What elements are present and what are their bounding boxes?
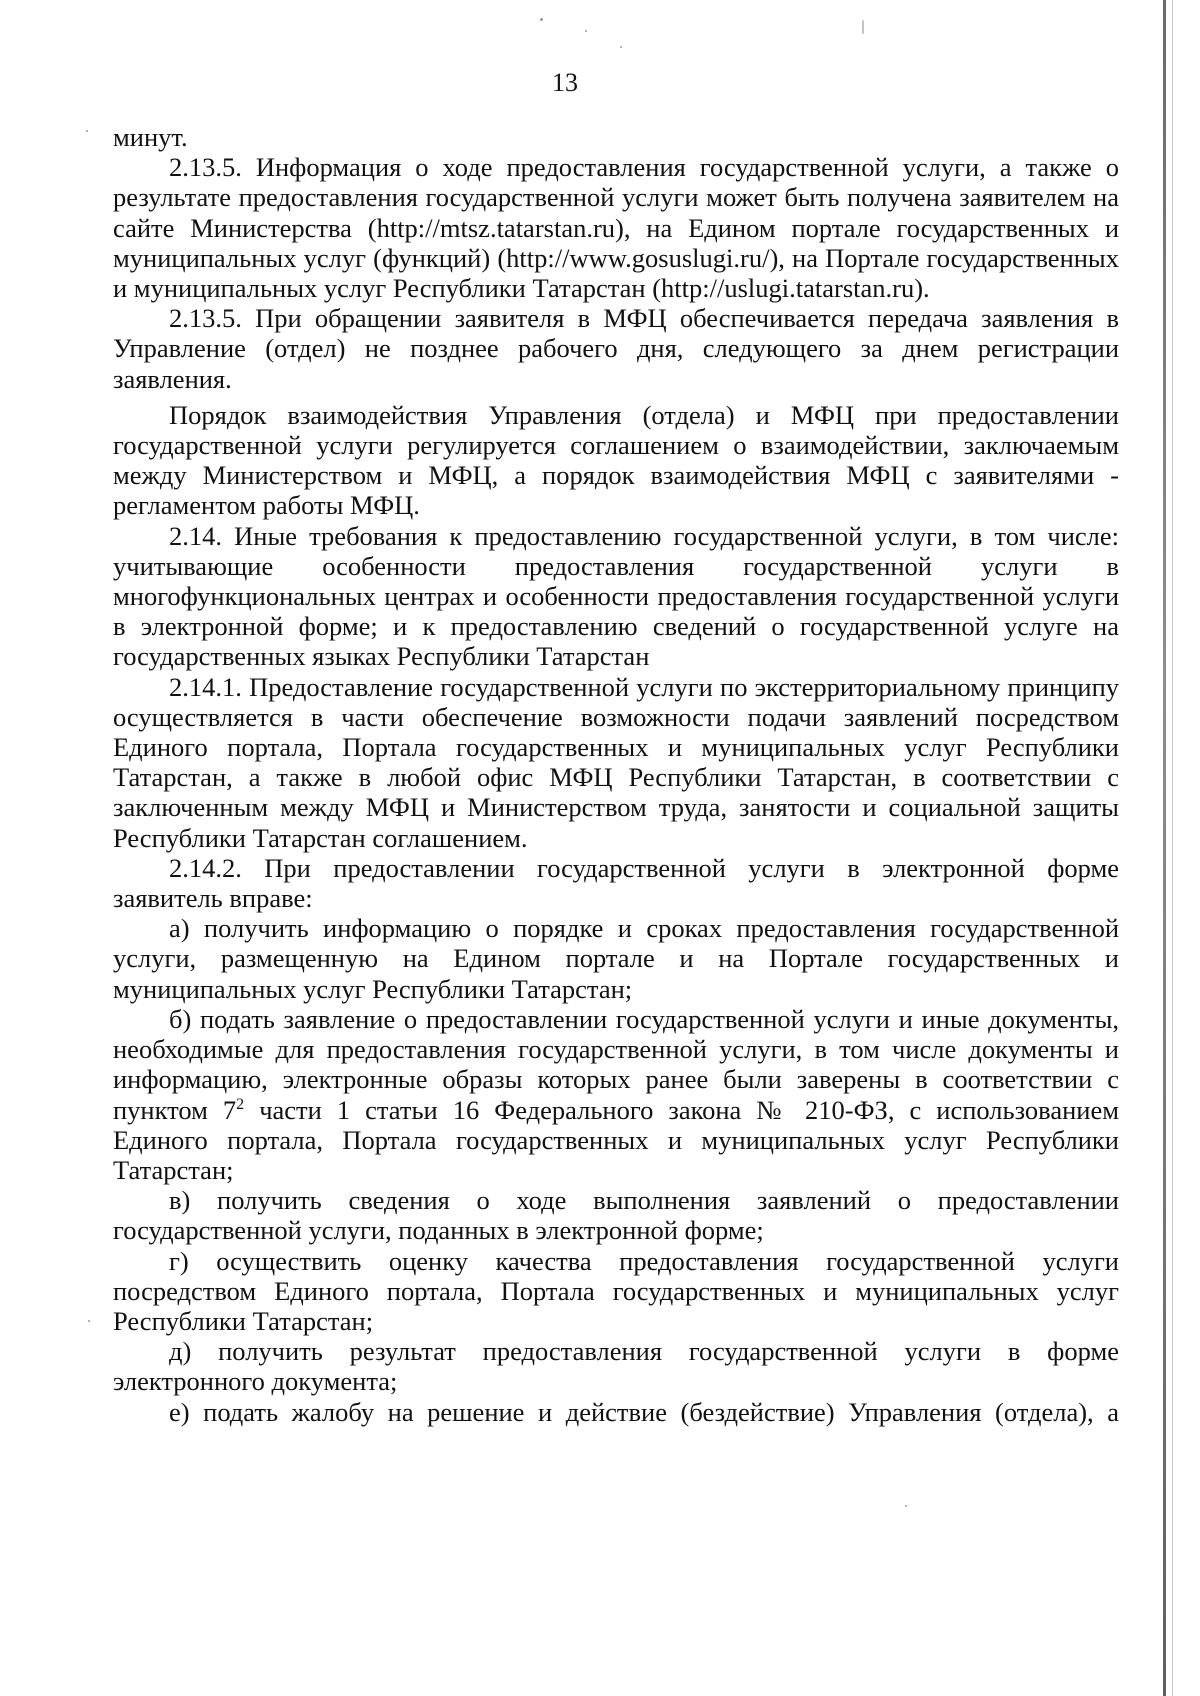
- list-item-d: д) получить результат предоставления государственной услуги в форме электронного документа;: [113, 1336, 1119, 1397]
- list-item-b-superscript: 2: [236, 1095, 245, 1113]
- list-item-b-text-end: части 1 статьи 16 Федерального закона № 210-ФЗ, с использованием Единого портала, Портала государственных и муниципальных услуг Республики Татарстан;: [113, 1094, 1119, 1185]
- list-item-b: [113, 1004, 1119, 1185]
- paragraph-2-14: 2.14. Иные требования к предоставлению государственной услуги, в том числе: учитывающие особенности предоставления государственной услуги в многофункциональных центрах и особенности предоставления государственной услуги в электронной форме; и к предоставлению сведений о государственной услуге на государственных языках Республики Татарстан: [113, 520, 1119, 672]
- paragraph-continuation: минут.: [113, 122, 188, 152]
- paragraph-interaction-order: Порядок взаимодействия Управления (отдела) и МФЦ при предоставлении государственной услуги регулируется соглашением о взаимодействии, заключаемым между Министерством и МФЦ, а порядок взаимодействия МФЦ с заявителями - регламентом работы МФЦ.: [113, 399, 1119, 521]
- list-item-e: е) подать жалобу на решение и действие (бездействие) Управления (отдела), а: [169, 1396, 1119, 1427]
- paragraph-2-13-5-info: 2.13.5. Информация о ходе предоставления государственной услуги, а также о результате предоставления государственной услуги может быть получена заявителем на сайте Министерства (http://mtsz.tatarstan.ru), на Едином портале государственных и муниципальных услуг (функций) (http://www.gosuslugi.ru/), на Портале государственных и муниципальных услуг Республики Татарстан (http://uslugi.tatarstan.ru).: [113, 152, 1119, 304]
- scan-speck: [540, 18, 543, 21]
- list-item-a: а) получить информацию о порядке и сроках предоставления государственной услуги, размещенную на Едином портале и на Портале государственных и муниципальных услуг Республики Татарстан;: [113, 913, 1119, 1004]
- scan-speck: [585, 30, 587, 32]
- scan-speck: [620, 46, 622, 48]
- paragraph-2-14-1: 2.14.1. Предоставление государственной услуги по экстерриториальному принципу осуществляется в части обеспечение возможности подачи заявлений посредством Единого портала, Портала государственных и муниципальных услуг Республики Татарстан, а также в любой офис МФЦ Республики Татарстан, в соответствии с заключенным между МФЦ и Министерством труда, занятости и социальной защиты Республики Татарстан соглашением.: [113, 671, 1119, 853]
- scan-speck: [86, 130, 88, 132]
- document-body: [113, 122, 1119, 1427]
- scan-speck: [905, 1505, 907, 1507]
- scan-speck: [88, 1320, 90, 1322]
- list-item-b-text-start: б) подать заявление о предоставлении государственной услуги и иные документы, необходимые для предоставления государственной услуги, в том числе документы и информацию, электронные образы которых ранее были заверены в соответствии с пунктом 7: [113, 1003, 1119, 1125]
- scan-speck: [862, 20, 864, 34]
- paragraph-2-14-2: 2.14.2. При предоставлении государственной услуги в электронной форме заявитель вправе:: [113, 852, 1119, 914]
- paragraph-2-13-5-mfc: 2.13.5. При обращении заявителя в МФЦ обеспечивается передача заявления в Управление (отдел) не позднее рабочего дня, следующего за днем регистрации заявления.: [113, 303, 1119, 394]
- scan-edge-line: [1163, 0, 1166, 1696]
- page-number: 13: [552, 68, 578, 97]
- scan-edge-line-faint: [1172, 0, 1173, 1696]
- list-item-g: г) осуществить оценку качества предоставления государственной услуги посредством Единого портала, Портала государственных и муниципальных услуг Республики Татарстан;: [113, 1245, 1119, 1336]
- list-item-v: в) получить сведения о ходе выполнения заявлений о предоставлении государственной услуги, поданных в электронной форме;: [113, 1185, 1119, 1246]
